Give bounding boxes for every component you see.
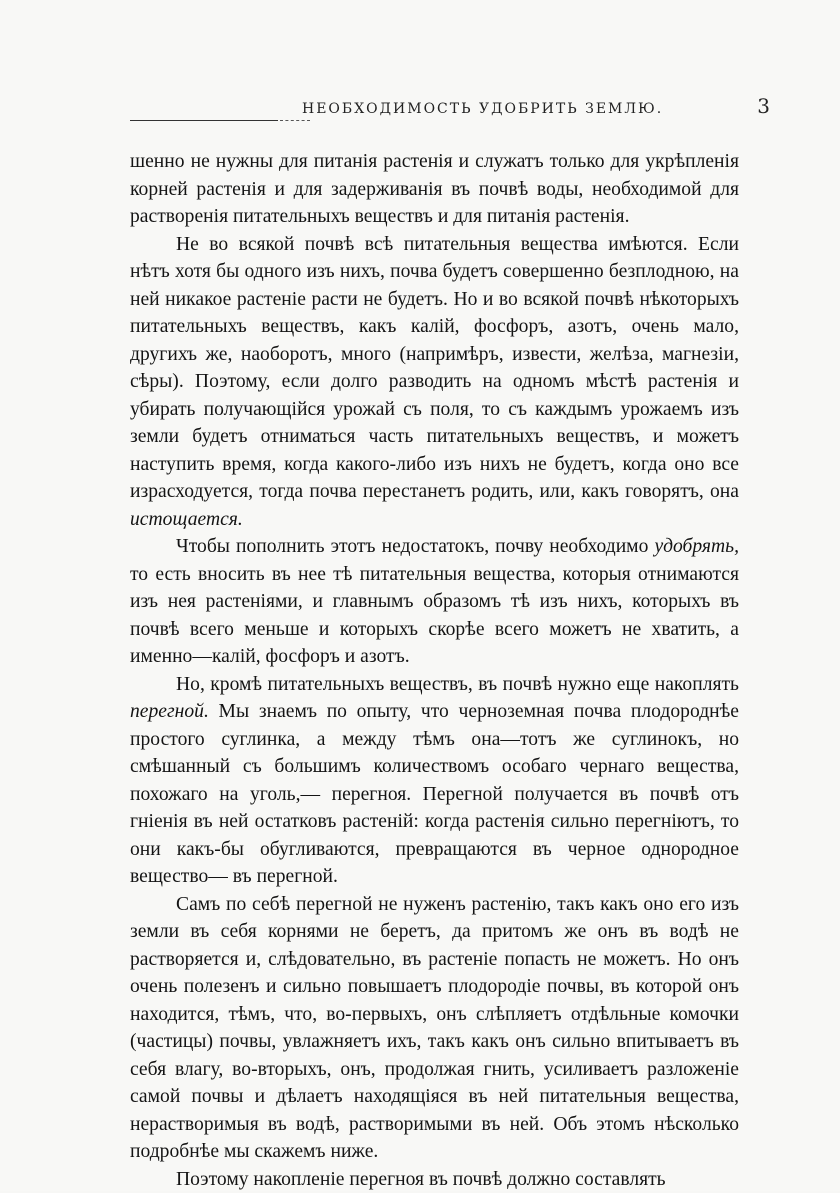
emphasized-term: истощается.: [130, 509, 243, 530]
header-rule-dashed: [280, 120, 310, 121]
page-header: [130, 92, 770, 132]
text-run: Но, кромѣ питательныхъ веществъ, въ почвѣ нужно еще накоплять: [176, 674, 739, 695]
text-run: Самъ по себѣ перегной не нуженъ растенію, такъ какъ оно его изъ земли въ себя корнями не беретъ, да притомъ же онъ въ водѣ не растворяется и, слѣдовательно, въ растеніе попасть не можетъ. Но онъ очень полезенъ и сильно повышаетъ плодородіе почвы, въ которой онъ находится, тѣмъ, что, во-первыхъ, онъ слѣпляетъ отдѣльные комочки (частицы) почвы, увлажняетъ ихъ, такъ какъ онъ сильно впитываетъ въ себя влагу, во-вторыхъ, онъ, продолжая гнить, усиливаетъ разложеніе самой почвы и дѣлаетъ находящіяся въ ней питательныя вещества, нерастворимыя въ водѣ, растворимыми въ ней. Объ этомъ нѣсколько подробнѣе мы скажемъ ниже.: [130, 894, 739, 1163]
text-run: Поэтому накопленіе перегноя въ почвѣ должно составлять: [176, 1169, 666, 1190]
text-run: Чтобы пополнить этотъ недостатокъ, почву необходимо: [176, 536, 654, 557]
text-run: шенно не нужны для питанія растенія и служатъ только для укрѣпленія корней растенія и для задерживанія въ почвѣ воды, необходимой для растворенія питательныхъ веществъ и для питанія растенія.: [130, 151, 739, 227]
text-run: то есть вносить въ нее тѣ питательныя вещества, которыя отнимаются изъ нея растеніями, и главнымъ образомъ тѣ изъ нихъ, которыхъ въ почвѣ всего меньше и которыхъ скорѣе всего можетъ не хватить, а именно—калій, фосфоръ и азотъ.: [130, 564, 739, 668]
paragraph: [130, 891, 739, 1166]
paragraph: [130, 231, 739, 534]
emphasized-term: удобрять,: [654, 536, 739, 557]
paragraph: [130, 533, 739, 671]
text-run: Не во всякой почвѣ всѣ питательныя вещества имѣются. Если нѣтъ хотя бы одного изъ нихъ, почва будетъ совершенно безплодною, на ней никакое растеніе расти не будетъ. Но и во всякой почвѣ нѣкоторыхъ питательныхъ веществъ, какъ калій, фосфоръ, азотъ, очень мало, другихъ же, наоборотъ, много (напримѣръ, извести, желѣза, магнезіи, сѣры). Поэтому, если долго разводить на одномъ мѣстѣ растенія и убирать получающійся урожай съ поля, то съ каждымъ урожаемъ изъ земли будетъ отниматься часть питательныхъ веществъ, и можетъ наступить время, когда какого-либо изъ нихъ не будетъ, когда оно все израсходуется, тогда почва перестанетъ родить, или, какъ говорятъ, она: [130, 234, 739, 503]
header-rule: [130, 120, 278, 121]
running-title: НЕОБХОДИМОСТЬ УДОБРИТЬ ЗЕМЛЮ.: [302, 101, 663, 117]
emphasized-term: перегной.: [130, 701, 209, 722]
paragraph: [130, 1166, 739, 1193]
text-run: Мы знаемъ по опыту, что черноземная почва плодороднѣе простого суглинка, а между тѣмъ она—тотъ же суглинокъ, но смѣшанный съ большимъ количествомъ особаго чернаго вещества, похожаго на уголь,— перегноя. Перегной получается въ почвѣ отъ гніенія въ ней остатковъ растеній: когда растенія сильно перегніютъ, то они какъ-бы обугливаются, превращаются въ черное однородное вещество— въ перегной.: [130, 701, 739, 887]
body-text: [130, 148, 739, 1193]
paragraph: [130, 671, 739, 891]
page-number: 3: [757, 94, 770, 118]
paragraph: [130, 148, 739, 231]
